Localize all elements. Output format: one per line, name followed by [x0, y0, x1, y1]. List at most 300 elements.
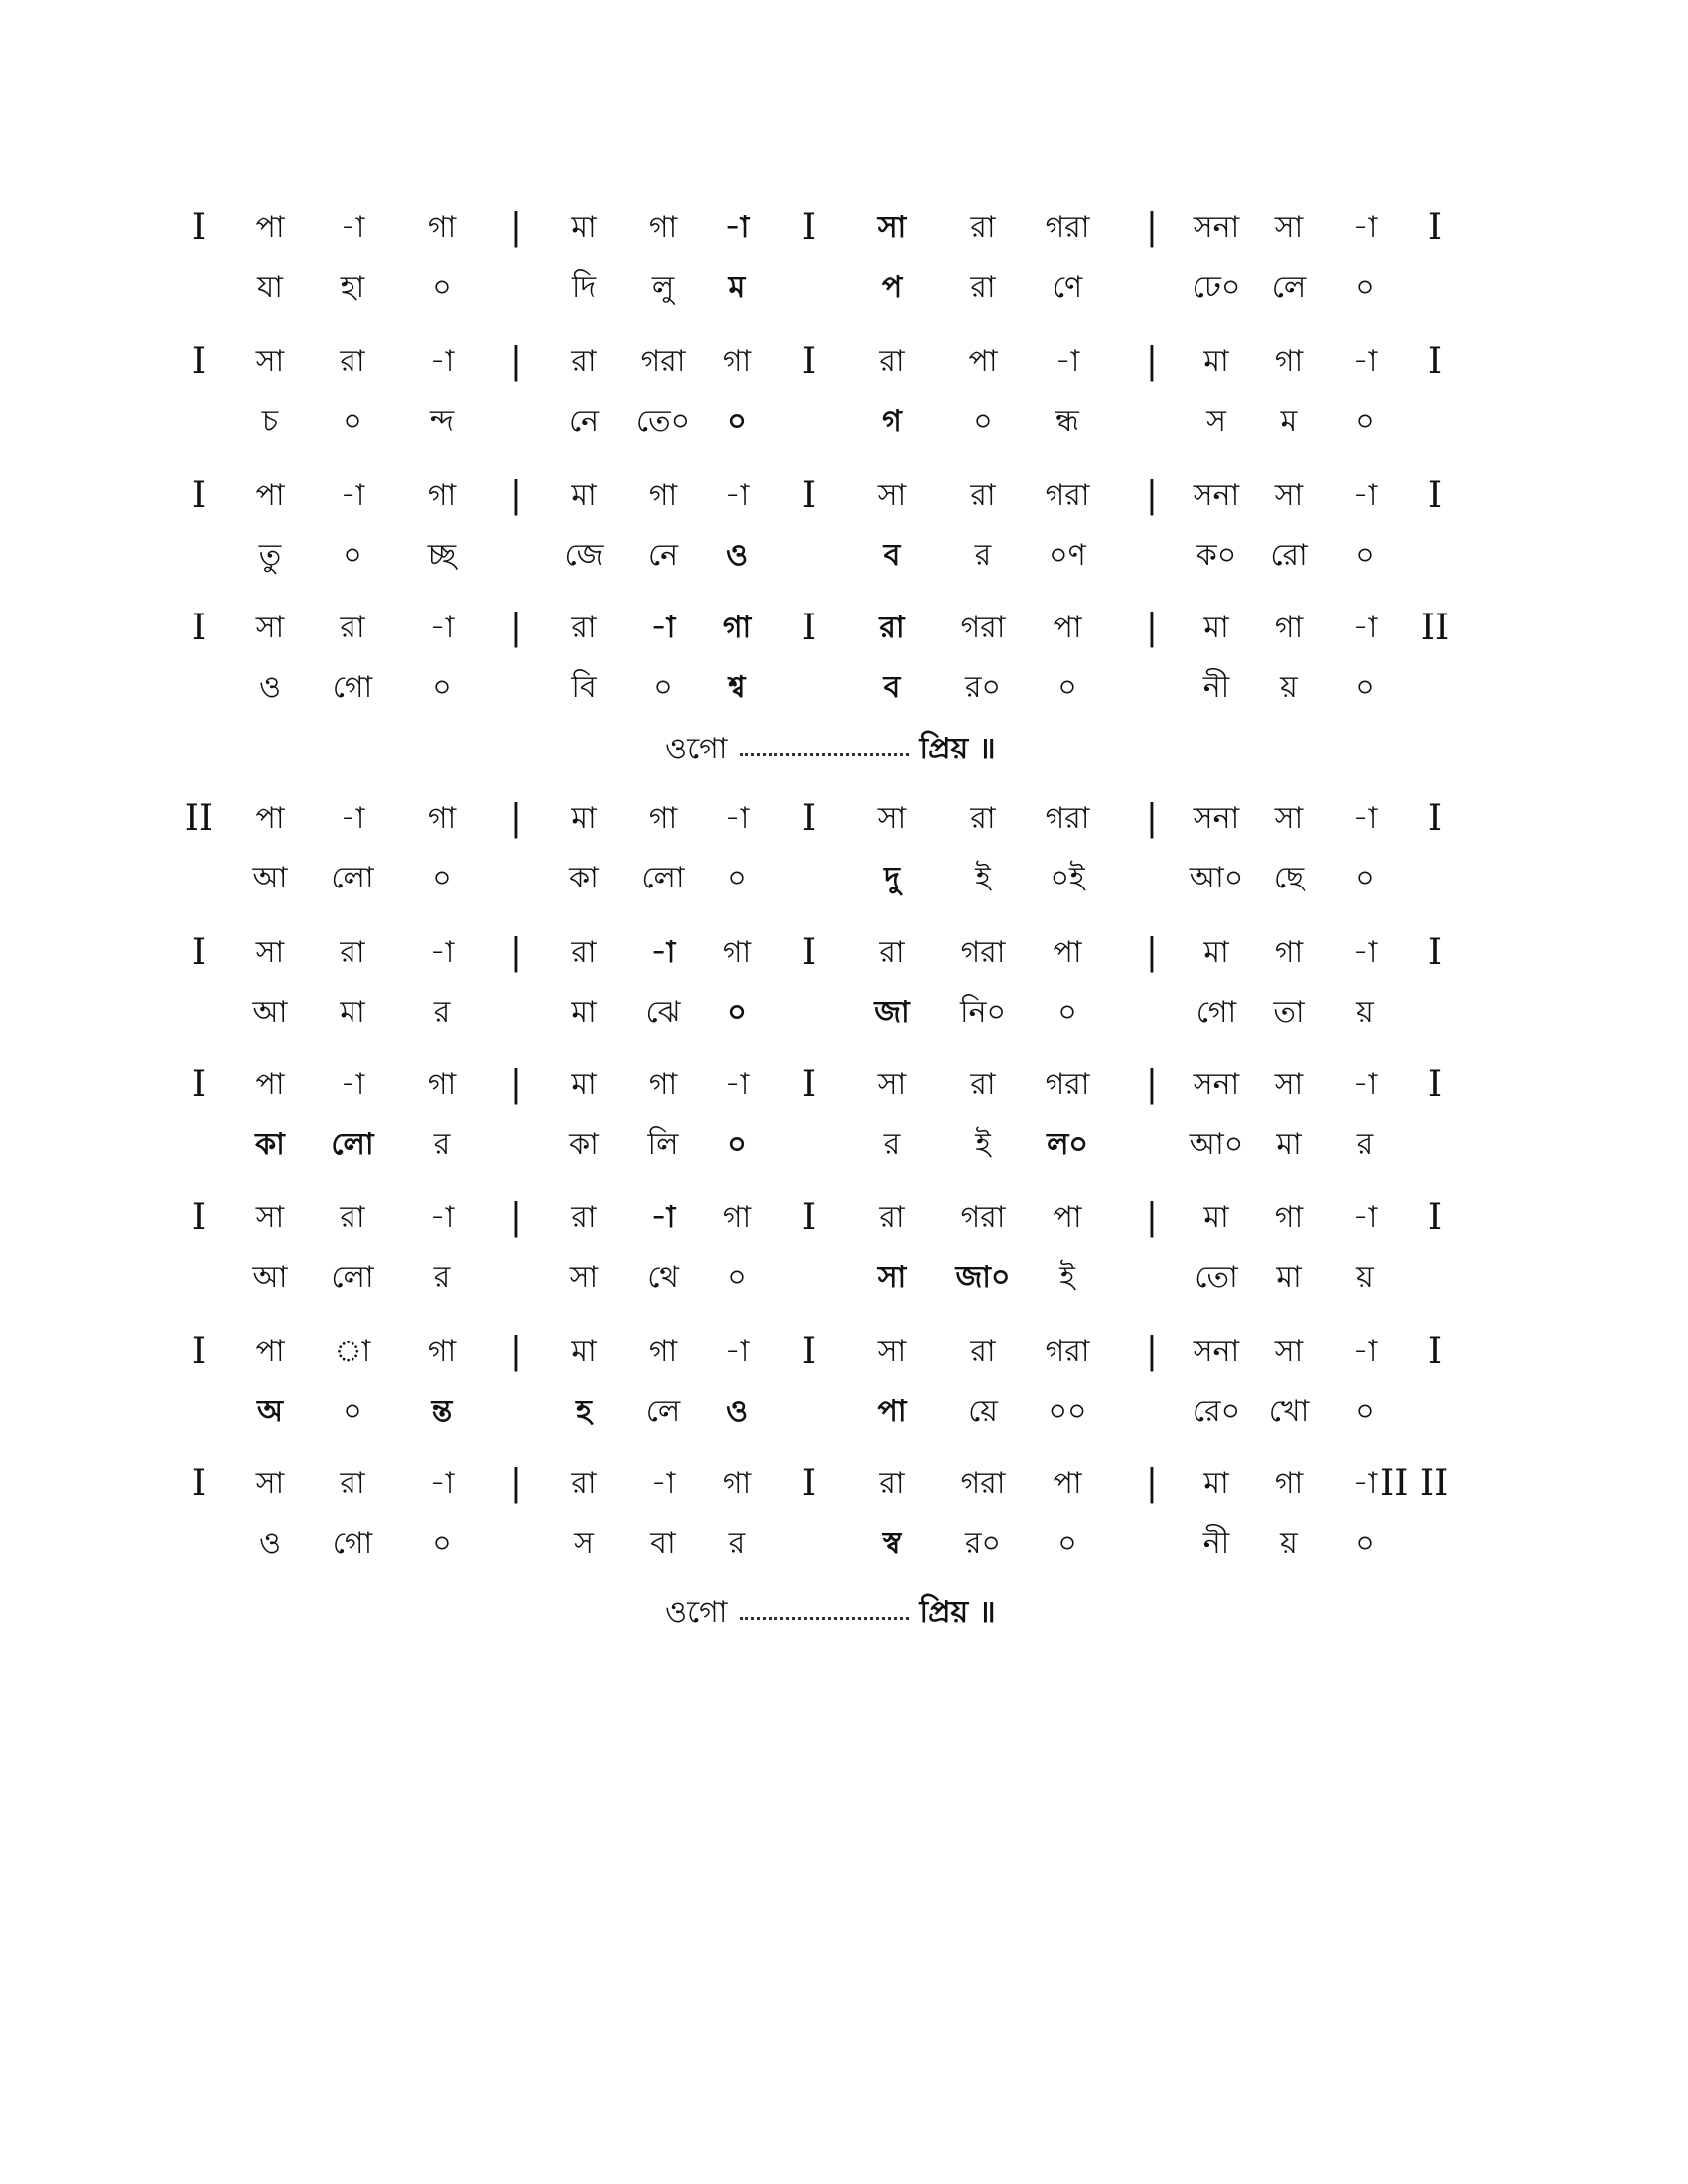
lyric-syllable: গো [332, 670, 373, 705]
bar-line: | [509, 1463, 523, 1504]
swara-line [0, 338, 1688, 397]
lyric-syllable: বি [571, 670, 597, 705]
lyric-syllable: লো [641, 861, 685, 895]
swara-note: রা [879, 611, 905, 645]
bar-line: I [1427, 1064, 1443, 1105]
lyric-line [0, 988, 1688, 1047]
lyric-syllable: ছে [1273, 861, 1305, 895]
lyric-syllable: থে [647, 1260, 679, 1295]
swara-note: া [334, 1334, 371, 1369]
lyric-syllable: র [883, 1127, 901, 1161]
swara-note: -া [429, 935, 455, 970]
bar-line: I [191, 1197, 207, 1238]
lyric-syllable: নি০ [960, 995, 1006, 1029]
swara-note: সনা [1193, 1334, 1240, 1369]
swara-note: গরা [1045, 210, 1090, 245]
bar-line: I [191, 608, 207, 648]
bar-line: I [191, 932, 207, 973]
lyric-syllable: র [433, 1260, 451, 1295]
bar-line: | [509, 476, 523, 516]
lyric-syllable: ০ [1057, 1526, 1077, 1561]
bar-line: II [184, 798, 213, 839]
lyric-syllable: কা [255, 1127, 285, 1161]
lyric-syllable: ০০ [1048, 1394, 1087, 1429]
swara-note: গা [648, 801, 678, 836]
lyric-syllable: লি [647, 1127, 679, 1161]
lyric-line [0, 263, 1688, 323]
swara-note: গা [1274, 611, 1304, 645]
lyric-syllable: ও [725, 1394, 749, 1429]
swara-note: -া [724, 210, 750, 245]
lyric-syllable: গ [882, 404, 902, 439]
bar-line: | [1145, 207, 1159, 248]
swara-note: পা [1053, 611, 1082, 645]
swara-note: -া [724, 1334, 750, 1369]
lyric-syllable: স [1206, 404, 1226, 439]
bar-line: I [1427, 798, 1443, 839]
swara-note: পা [255, 478, 285, 513]
bar-line: | [1145, 1064, 1159, 1105]
swara-note: -া [1352, 210, 1378, 245]
swara-note: পা [255, 1067, 285, 1102]
lyric-syllable: ০ [432, 270, 452, 305]
swara-note: গা [427, 478, 457, 513]
lyric-syllable: কা [569, 861, 599, 895]
bar-line: I [801, 1463, 817, 1504]
lyric-syllable: ও [258, 670, 282, 705]
lyric-syllable: য় [1356, 995, 1374, 1029]
swara-note: পা [255, 1334, 285, 1369]
bar-line: I [1427, 932, 1443, 973]
bar-line: | [1145, 341, 1159, 382]
bar-line: | [509, 1331, 523, 1372]
bar-line: | [509, 1064, 523, 1105]
refrain-line [665, 1588, 1261, 1638]
bar-line: I [1427, 1331, 1443, 1372]
swara-note: গা [722, 1200, 752, 1235]
lyric-syllable: ল০ [1047, 1127, 1088, 1161]
bar-line: I [801, 798, 817, 839]
swara-note: -া [1055, 344, 1080, 379]
swara-note: গরা [960, 611, 1006, 645]
lyric-line [0, 531, 1688, 591]
lyric-syllable: অ [257, 1394, 283, 1429]
swara-note: -া [1352, 1067, 1378, 1102]
swara-note: -া [1352, 1334, 1378, 1369]
lyric-syllable: ন্ত [431, 1394, 453, 1429]
swara-note: মা [571, 801, 597, 836]
swara-note: গা [722, 1466, 752, 1501]
bar-line: | [509, 207, 523, 248]
swara-note: গা [648, 210, 678, 245]
lyric-syllable: শ্ব [728, 670, 746, 705]
lyric-syllable: মা [340, 995, 365, 1029]
bar-line: | [1145, 1331, 1159, 1372]
swara-note: মা [1203, 1200, 1229, 1235]
lyric-line [0, 1120, 1688, 1179]
bar-line: I [801, 1064, 817, 1105]
lyric-syllable: ০ [1355, 861, 1375, 895]
swara-note: রা [340, 344, 365, 379]
lyric-syllable: য় [1280, 670, 1298, 705]
swara-note: মা [571, 478, 597, 513]
swara-note: পা [1053, 1200, 1082, 1235]
swara-note: গা [1274, 1466, 1304, 1501]
lyric-syllable: ০ [343, 538, 362, 573]
lyric-syllable: তা [1273, 995, 1305, 1029]
swara-note: -া [1352, 478, 1378, 513]
swara-note: -া [340, 478, 365, 513]
lyric-syllable: চ্ছ [427, 538, 457, 573]
lyric-syllable: কা [569, 1127, 599, 1161]
swara-note: -া [340, 210, 365, 245]
swara-line [0, 1060, 1688, 1120]
lyric-syllable: র [974, 538, 992, 573]
swara-note: -া [724, 478, 750, 513]
lyric-syllable: প [881, 270, 903, 305]
lyric-syllable: ০ [1057, 995, 1077, 1029]
swara-note: -া [429, 611, 455, 645]
bar-line: | [1145, 608, 1159, 648]
bar-line: | [509, 608, 523, 648]
lyric-syllable: খো [1268, 1394, 1310, 1429]
lyric-line [0, 1387, 1688, 1446]
swara-note: সা [255, 344, 285, 379]
bar-line: I [1427, 341, 1443, 382]
swara-note: পা [1053, 1466, 1082, 1501]
lyric-syllable: ০ [727, 995, 747, 1029]
swara-note: -া [650, 1466, 676, 1501]
bar-line: I [801, 608, 817, 648]
swara-note: পা [255, 210, 285, 245]
bar-line: | [1145, 932, 1159, 973]
lyric-syllable: মা [1276, 1260, 1302, 1295]
swara-note: মা [571, 210, 597, 245]
bar-line: I [801, 207, 817, 248]
lyric-syllable: মা [1276, 1127, 1302, 1161]
bar-line: | [509, 932, 523, 973]
lyric-syllable: ০ [727, 861, 747, 895]
bar-line: I [191, 476, 207, 516]
swara-note: সনা [1193, 1067, 1240, 1102]
swara-note: রা [571, 611, 597, 645]
refrain-start: ওগো [665, 732, 728, 766]
swara-note: সা [877, 801, 907, 836]
swara-note: গরা [960, 1200, 1006, 1235]
lyric-syllable: ০ [1355, 670, 1375, 705]
swara-line [0, 928, 1688, 988]
bar-line: | [509, 1197, 523, 1238]
lyric-line [0, 663, 1688, 723]
swara-note: মা [1203, 935, 1229, 970]
swara-note: সা [1274, 801, 1304, 836]
lyric-syllable: র [433, 1127, 451, 1161]
swara-note: পা [968, 344, 998, 379]
bar-line: II II [1380, 1463, 1449, 1504]
lyric-syllable: স [574, 1526, 594, 1561]
swara-note: গরা [960, 935, 1006, 970]
swara-note: সা [877, 1067, 907, 1102]
lyric-line [0, 854, 1688, 913]
lyric-syllable: হ [576, 1394, 592, 1429]
swara-note: রা [879, 1200, 905, 1235]
swara-note: -া [340, 801, 365, 836]
swara-note: রা [571, 935, 597, 970]
swara-note: গরা [1045, 478, 1090, 513]
lyric-syllable: নী [1202, 1526, 1230, 1561]
swara-note: গা [722, 611, 752, 645]
lyric-syllable: লু [651, 270, 675, 305]
lyric-syllable: সা [569, 1260, 599, 1295]
bar-line: | [509, 341, 523, 382]
swara-note: সা [1274, 1067, 1304, 1102]
swara-note: রা [340, 935, 365, 970]
lyric-syllable: রা [970, 270, 996, 305]
swara-note: রা [879, 1466, 905, 1501]
lyric-syllable: নে [647, 538, 679, 573]
lyric-syllable: লো [331, 861, 374, 895]
swara-note: গা [427, 1067, 457, 1102]
bar-line: | [1145, 798, 1159, 839]
swara-note: -া [1352, 1466, 1378, 1501]
swara-note: -া [1352, 801, 1378, 836]
bar-line: I [1427, 1197, 1443, 1238]
swara-note: গরা [960, 1466, 1006, 1501]
swara-note: -া [429, 344, 455, 379]
lyric-syllable: স্ব [882, 1526, 902, 1561]
lyric-syllable: ০ [1355, 1526, 1375, 1561]
lyric-syllable: জা০ [955, 1260, 1011, 1295]
lyric-syllable: ০ [727, 1127, 747, 1161]
lyric-syllable: য় [1356, 1260, 1374, 1295]
swara-note: -া [650, 611, 676, 645]
refrain-ellipsis [740, 744, 909, 756]
swara-note: মা [1203, 344, 1229, 379]
swara-note: রা [571, 344, 597, 379]
swara-line [0, 204, 1688, 263]
bar-line: | [1145, 1197, 1159, 1238]
swara-note: রা [340, 1466, 365, 1501]
lyric-syllable: ণে [1052, 270, 1083, 305]
bar-line: I [801, 476, 817, 516]
swara-note: রা [970, 478, 996, 513]
lyric-syllable: ই [1059, 1260, 1075, 1295]
swara-note: রা [571, 1466, 597, 1501]
refrain-ellipsis [740, 1607, 909, 1620]
lyric-syllable: আ [252, 1260, 288, 1295]
swara-note: সা [877, 210, 907, 245]
lyric-syllable: ব [883, 670, 901, 705]
swara-note: গরা [1045, 1067, 1090, 1102]
bar-line: I [191, 1064, 207, 1105]
bar-line: I [801, 932, 817, 973]
swara-note: সা [255, 935, 285, 970]
lyric-syllable: ০ই [1050, 861, 1085, 895]
swara-note: -া [650, 935, 676, 970]
lyric-syllable: সা [877, 1260, 907, 1295]
lyric-syllable: আ [252, 995, 288, 1029]
lyric-syllable: ০ [343, 404, 362, 439]
swara-line [0, 472, 1688, 531]
bar-line: I [191, 1331, 207, 1372]
bar-line: I [1427, 207, 1443, 248]
lyric-syllable: লো [331, 1260, 374, 1295]
lyric-syllable: ০ [432, 670, 452, 705]
swara-note: গা [427, 210, 457, 245]
swara-note: গরা [640, 344, 686, 379]
lyric-syllable: ০ [1355, 1394, 1375, 1429]
lyric-syllable: ও [258, 1526, 282, 1561]
bar-line: | [1145, 476, 1159, 516]
swara-note: সনা [1193, 210, 1240, 245]
swara-note: রা [340, 611, 365, 645]
lyric-syllable: ক০ [1196, 538, 1237, 573]
lyric-syllable: ঝে [645, 995, 681, 1029]
swara-note: রা [879, 935, 905, 970]
refrain-end: প্রিয় ॥ [919, 1595, 996, 1630]
swara-note: গা [722, 935, 752, 970]
swara-note: সনা [1193, 478, 1240, 513]
swara-note: -া [340, 1067, 365, 1102]
swara-note: সা [877, 478, 907, 513]
swara-note: রা [970, 1067, 996, 1102]
swara-note: সা [1274, 478, 1304, 513]
lyric-syllable: লে [645, 1394, 681, 1429]
refrain-end: প্রিয় ॥ [919, 732, 996, 766]
lyric-line [0, 1519, 1688, 1578]
swara-note: রা [970, 1334, 996, 1369]
lyric-syllable: ও [725, 538, 749, 573]
lyric-syllable: ০ [727, 1260, 747, 1295]
swara-note: -া [724, 801, 750, 836]
lyric-syllable: ০ [432, 861, 452, 895]
refrain-line [665, 725, 1261, 774]
lyric-syllable: হা [340, 270, 365, 305]
swara-note: রা [340, 1200, 365, 1235]
bar-line: I [801, 341, 817, 382]
lyric-syllable: য় [1280, 1526, 1298, 1561]
lyric-syllable: র [728, 1526, 746, 1561]
lyric-syllable: তো [1195, 1260, 1238, 1295]
lyric-syllable: ০ [973, 404, 993, 439]
lyric-syllable: দি [571, 270, 597, 305]
lyric-syllable: দু [884, 861, 900, 895]
swara-note: গা [427, 801, 457, 836]
bar-line: II [1420, 608, 1450, 648]
swara-note: -া [429, 1200, 455, 1235]
swara-note: -া [1352, 611, 1378, 645]
lyric-syllable: গো [1196, 995, 1237, 1029]
swara-line [0, 1193, 1688, 1253]
lyric-syllable: গো [332, 1526, 373, 1561]
swara-line [0, 1327, 1688, 1387]
lyric-syllable: তে০ [635, 404, 691, 439]
swara-note: -া [650, 1200, 676, 1235]
lyric-syllable: ন্ধ [1055, 404, 1079, 439]
swara-note: সা [255, 1200, 285, 1235]
lyric-syllable: য়ে [968, 1394, 998, 1429]
lyric-syllable: ০ [1355, 270, 1375, 305]
swara-note: -া [1352, 935, 1378, 970]
bar-line: I [191, 1463, 207, 1504]
swara-note: সা [255, 611, 285, 645]
bar-line: I [191, 341, 207, 382]
swara-note: পা [1053, 935, 1082, 970]
bar-line: I [801, 1331, 817, 1372]
swara-note: গা [722, 344, 752, 379]
swara-note: -া [724, 1067, 750, 1102]
lyric-syllable: নী [1202, 670, 1230, 705]
lyric-syllable: র০ [964, 1526, 1001, 1561]
swara-note: -া [429, 1466, 455, 1501]
lyric-syllable: ন্দ [429, 404, 455, 439]
swara-note: রা [571, 1200, 597, 1235]
swara-note: -া [1352, 1200, 1378, 1235]
lyric-syllable: রে০ [1192, 1394, 1241, 1429]
swara-note: মা [1203, 611, 1229, 645]
lyric-syllable: লো [331, 1127, 374, 1161]
bar-line: I [801, 1197, 817, 1238]
lyric-syllable: ০ণ [1049, 538, 1086, 573]
lyric-syllable: রো [1270, 538, 1308, 573]
swara-note: গা [1274, 1200, 1304, 1235]
swara-note: সা [877, 1334, 907, 1369]
swara-line [0, 794, 1688, 854]
lyric-syllable: ব [883, 538, 901, 573]
swara-note: মা [571, 1067, 597, 1102]
swara-note: গা [427, 1334, 457, 1369]
lyric-syllable: র০ [964, 670, 1001, 705]
swara-note: পা [255, 801, 285, 836]
swara-line [0, 604, 1688, 663]
lyric-syllable: ০ [343, 1394, 362, 1429]
lyric-syllable: ০ [432, 1526, 452, 1561]
lyric-syllable: ঢে০ [1192, 270, 1241, 305]
lyric-syllable: ০ [1355, 404, 1375, 439]
swara-note: গা [648, 1067, 678, 1102]
swara-note: গরা [1045, 801, 1090, 836]
lyric-syllable: পা [877, 1394, 907, 1429]
bar-line: I [1427, 476, 1443, 516]
lyric-syllable: মা [571, 995, 597, 1029]
lyric-syllable: জে [564, 538, 604, 573]
lyric-syllable: তু [258, 538, 282, 573]
swara-note: সা [255, 1466, 285, 1501]
lyric-syllable: জা [874, 995, 910, 1029]
swara-note: রা [879, 344, 905, 379]
lyric-syllable: র [1356, 1127, 1374, 1161]
lyric-syllable: বা [650, 1526, 676, 1561]
swara-note: রা [970, 801, 996, 836]
swara-note: গা [648, 1334, 678, 1369]
lyric-syllable: চ [261, 404, 279, 439]
swara-note: মা [571, 1334, 597, 1369]
swara-note: -া [1352, 344, 1378, 379]
swara-note: সা [1274, 1334, 1304, 1369]
lyric-syllable: আ০ [1189, 1127, 1244, 1161]
swara-note: রা [970, 210, 996, 245]
lyric-syllable: ০ [653, 670, 673, 705]
bar-line: | [509, 798, 523, 839]
swara-note: গা [1274, 935, 1304, 970]
swara-note: গা [1274, 344, 1304, 379]
bar-line: I [191, 207, 207, 248]
swara-note: সা [1274, 210, 1304, 245]
lyric-syllable: ০ [727, 404, 747, 439]
lyric-syllable: আ [252, 861, 288, 895]
lyric-syllable: ০ [1355, 538, 1375, 573]
lyric-line [0, 397, 1688, 457]
